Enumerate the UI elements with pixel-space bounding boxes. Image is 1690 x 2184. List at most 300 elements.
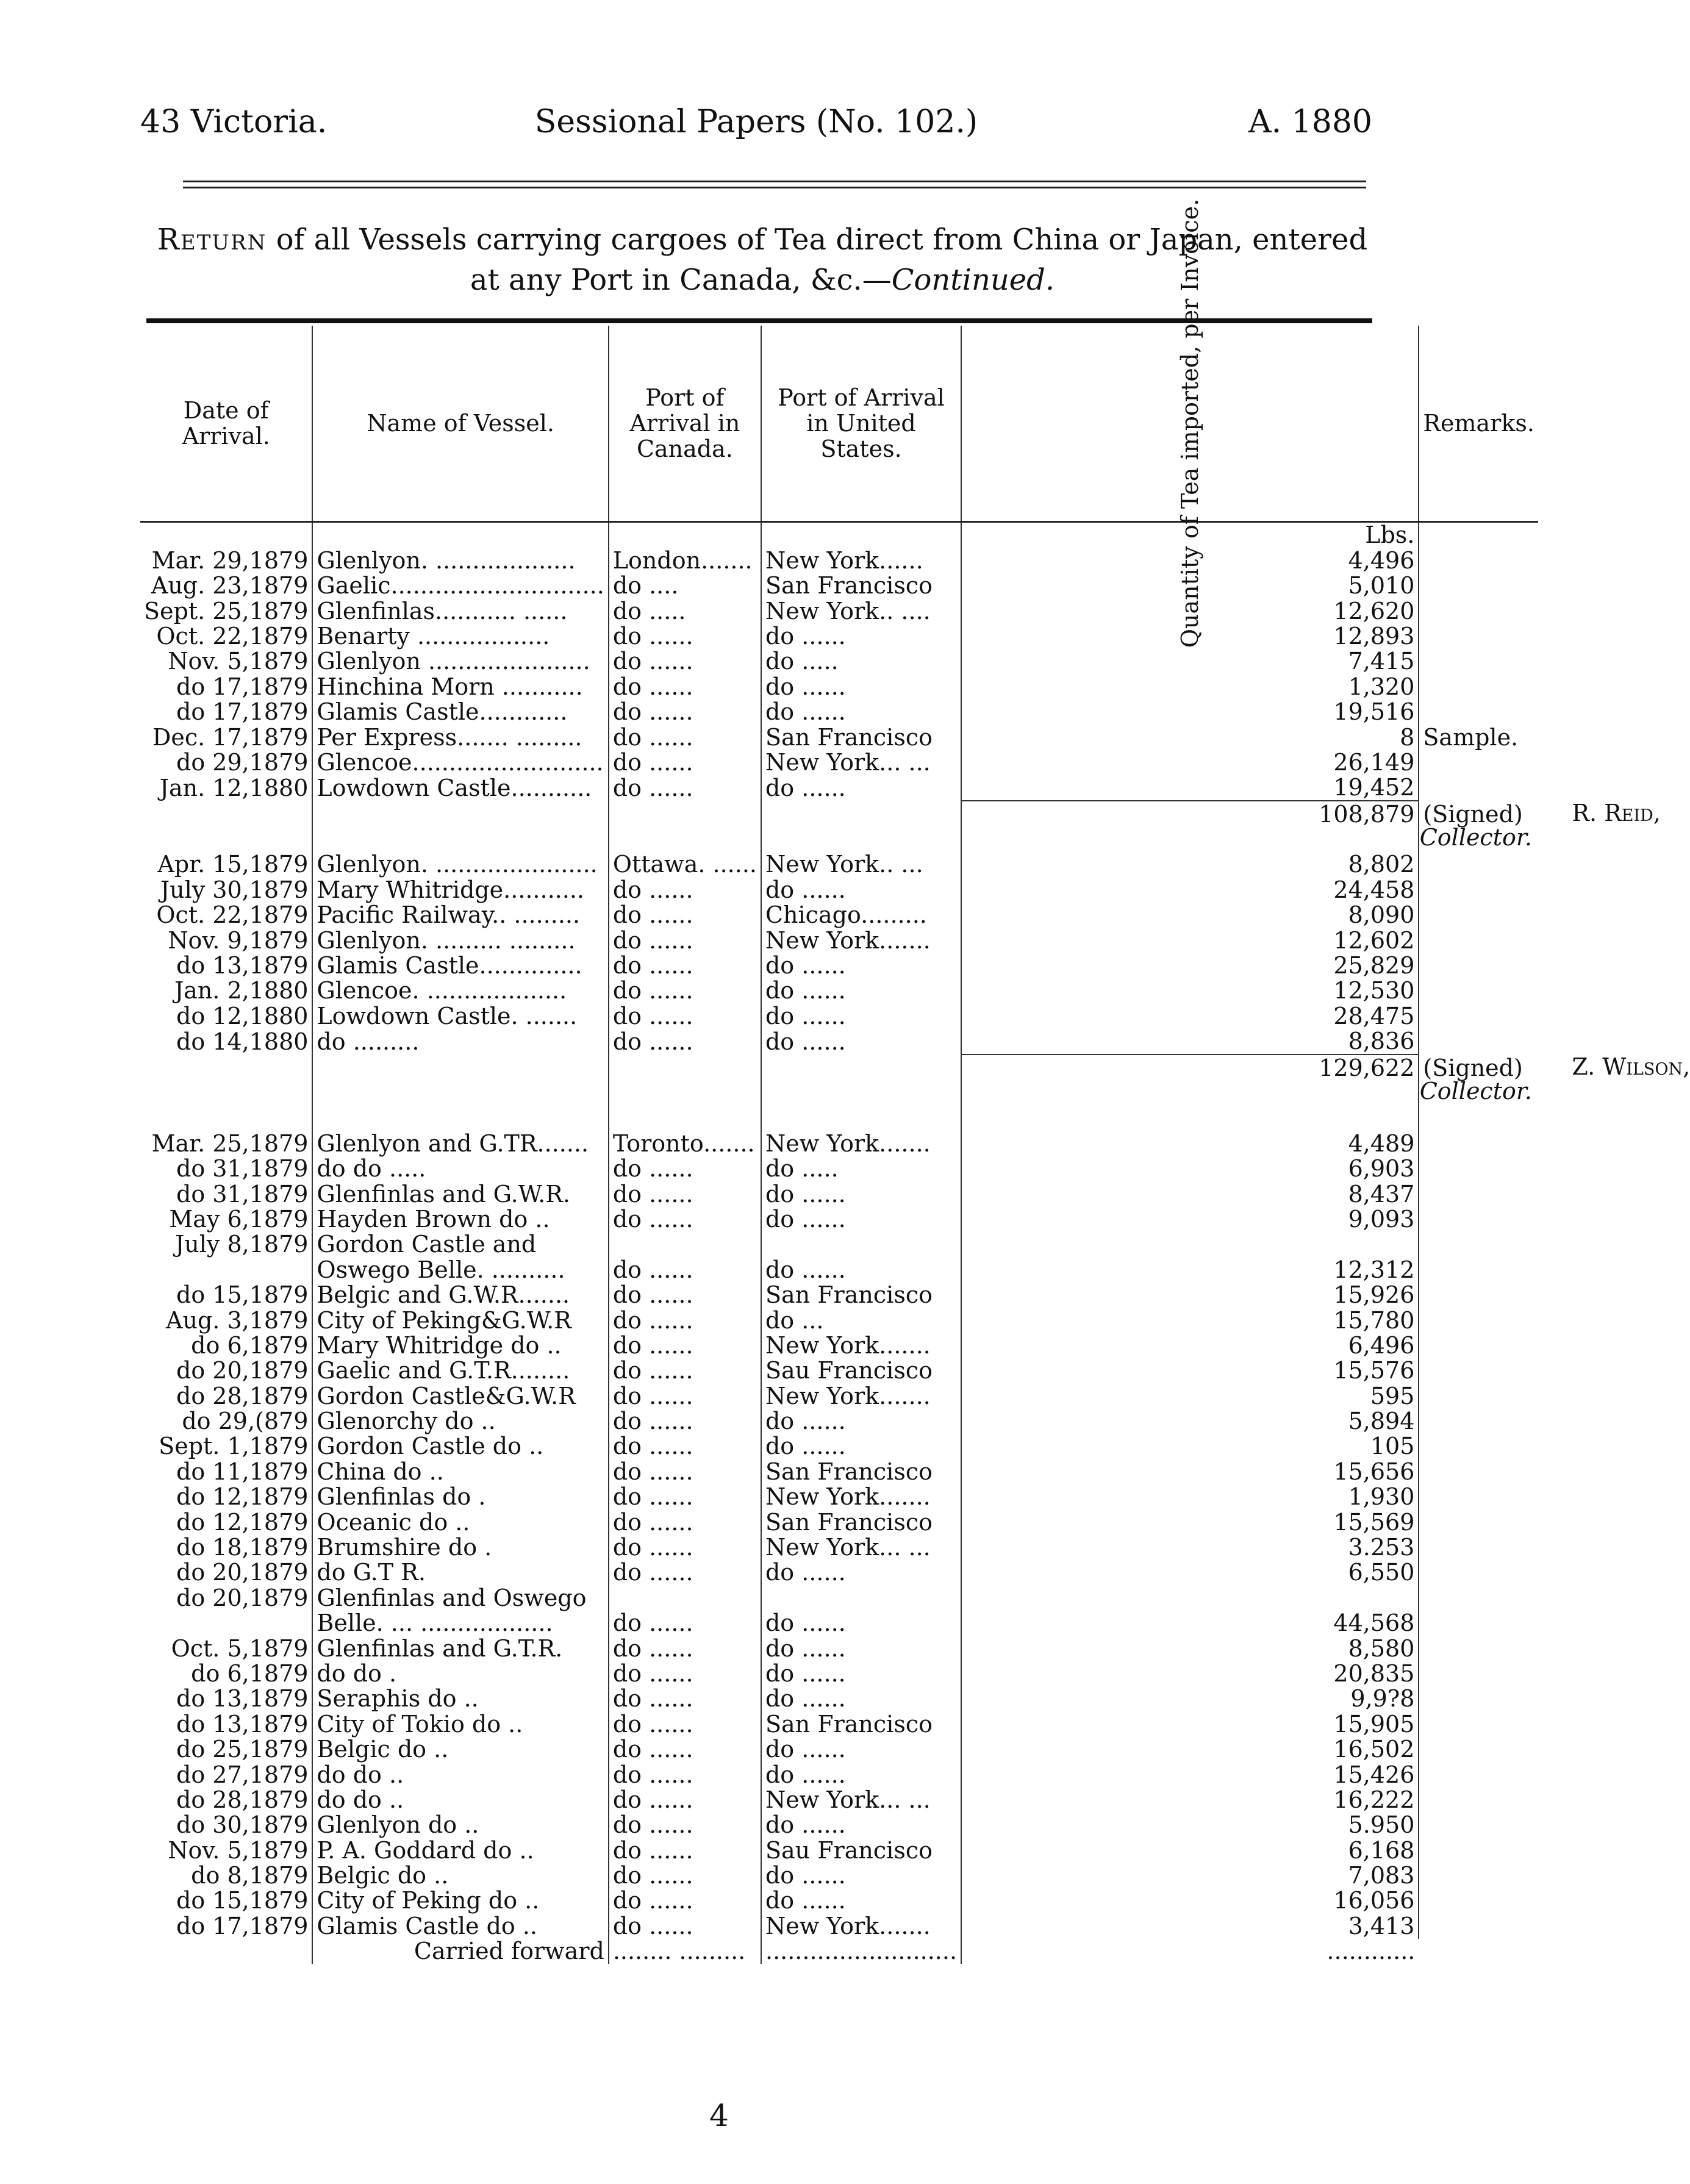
signed-label: (Signed) xyxy=(1423,800,1523,828)
table-row xyxy=(140,1207,1538,1232)
vessel-name: Belgic and G.W.R....... xyxy=(312,1283,608,1308)
table-row xyxy=(140,1913,1538,1938)
tea-quantity: 6,550 xyxy=(961,1560,1419,1585)
col-header-canada: Port of Arrival in Canada. xyxy=(609,326,761,522)
tea-quantity: 4,489 xyxy=(961,1131,1419,1156)
arrival-date: Nov. 9,1879 xyxy=(168,926,309,954)
table-row xyxy=(140,1888,1538,1913)
port-us: San Francisco xyxy=(761,1509,961,1534)
port-canada: do ...... xyxy=(609,1788,761,1813)
table-row xyxy=(140,1813,1538,1838)
remark xyxy=(1419,1029,1538,1054)
tea-quantity: 12,602 xyxy=(961,928,1419,953)
arrival-date: do 15,1879 xyxy=(176,1887,309,1914)
vessel-name: Glencoe. ................... xyxy=(312,978,608,1003)
signature-block xyxy=(1419,800,1661,851)
tea-quantity: 12,530 xyxy=(961,978,1419,1003)
tea-quantity: 15,569 xyxy=(961,1509,1419,1534)
table-row xyxy=(140,1459,1538,1484)
vessel-name: Hinchina Morn ........... xyxy=(312,674,608,699)
port-us: New York....... xyxy=(761,1484,961,1509)
table-row xyxy=(140,700,1538,725)
arrival-date: Oct. 22,1879 xyxy=(156,622,309,650)
arrival-date: July 30,1879 xyxy=(160,876,309,903)
remark xyxy=(1419,750,1538,775)
vessel-name: do do .. xyxy=(312,1762,608,1787)
arrival-date: do 29,(879 xyxy=(182,1408,309,1435)
port-us: New York....... xyxy=(761,1383,961,1408)
port-canada: do ...... xyxy=(609,1308,761,1333)
arrival-date: do 17,1879 xyxy=(176,698,309,726)
port-canada: do ...... xyxy=(609,1434,761,1459)
tea-quantity: 4,496 xyxy=(961,548,1419,573)
tea-quantity: 3.253 xyxy=(961,1535,1419,1560)
arrival-date: do 28,1879 xyxy=(176,1382,309,1409)
signed-label: (Signed) xyxy=(1423,1054,1523,1081)
table-row xyxy=(140,978,1538,1003)
arrival-date: Sept. 1,1879 xyxy=(159,1433,309,1460)
vessel-name: Glenlyon. ................... xyxy=(312,548,608,573)
port-us: do ..... xyxy=(761,1156,961,1181)
vessel-name: Glenfinlas and G.T.R. xyxy=(312,1636,608,1661)
tea-quantity: 15,576 xyxy=(961,1358,1419,1383)
remark xyxy=(1419,1257,1538,1282)
remark xyxy=(1419,1686,1538,1711)
page-number: 4 xyxy=(709,2098,729,2133)
port-us: do ...... xyxy=(761,1409,961,1434)
carried-dots-qty: ............ xyxy=(961,1939,1419,1964)
header-rule-bottom xyxy=(183,187,1366,188)
port-canada: do ...... xyxy=(609,750,761,775)
vessel-name: Gordon Castle do .. xyxy=(312,1434,608,1459)
col-header-date: Date of Arrival. xyxy=(140,326,312,522)
tea-quantity: 105 xyxy=(961,1434,1419,1459)
port-canada: do ...... xyxy=(609,1686,761,1711)
vessel-name: Belgic do .. xyxy=(312,1863,608,1888)
tea-quantity: 8 xyxy=(961,725,1419,750)
table-row xyxy=(140,1484,1538,1509)
port-us: New York....... xyxy=(761,928,961,953)
remark xyxy=(1419,1636,1538,1661)
arrival-date: do 31,1879 xyxy=(176,1155,309,1183)
tea-quantity: 8,580 xyxy=(961,1636,1419,1661)
vessel-name: Glenfinlas and Oswego xyxy=(312,1585,608,1610)
col-header-vessel: Name of Vessel. xyxy=(312,326,608,522)
port-us: San Francisco xyxy=(761,573,961,598)
vessel-name: Glenorchy do .. xyxy=(312,1409,608,1434)
arrival-date: do 13,1879 xyxy=(176,1685,309,1713)
arrival-date: Sept. 25,1879 xyxy=(144,597,309,625)
vessel-name: Lowdown Castle........... xyxy=(312,775,608,801)
table-row xyxy=(140,1181,1538,1206)
port-canada: do ...... xyxy=(609,1913,761,1938)
group-total: 108,879 xyxy=(961,801,1419,826)
table-row xyxy=(140,903,1538,928)
unit-label: Lbs. xyxy=(961,522,1419,548)
table-row xyxy=(140,1737,1538,1762)
port-canada: do ...... xyxy=(609,1711,761,1736)
tea-quantity: 15,905 xyxy=(961,1711,1419,1736)
carried-dots-us: .......................... xyxy=(761,1939,961,1964)
port-canada: do ...... xyxy=(609,1888,761,1913)
tea-quantity xyxy=(961,1585,1419,1610)
port-us: New York...... xyxy=(761,548,961,573)
arrival-date: Oct. 5,1879 xyxy=(171,1634,309,1662)
table-row xyxy=(140,1283,1538,1308)
port-us: do ...... xyxy=(761,1863,961,1888)
port-canada: do ...... xyxy=(609,1207,761,1232)
tea-quantity: 5,894 xyxy=(961,1409,1419,1434)
arrival-date: do 8,1879 xyxy=(191,1862,309,1889)
vessel-name: Mary Whitridge do .. xyxy=(312,1333,608,1358)
port-canada: do ...... xyxy=(609,624,761,649)
tea-quantity: 9,9?8 xyxy=(961,1686,1419,1711)
tea-quantity: 19,452 xyxy=(961,775,1419,801)
vessel-name: P. A. Goddard do .. xyxy=(312,1838,608,1863)
arrival-date: Mar. 29,1879 xyxy=(151,546,309,574)
tea-quantity: 19,516 xyxy=(961,700,1419,725)
arrival-date: do 25,1879 xyxy=(176,1736,309,1763)
table-row xyxy=(140,852,1538,877)
vessel-name: Brumshire do . xyxy=(312,1535,608,1560)
port-canada: do ...... xyxy=(609,978,761,1003)
tea-quantity: 8,090 xyxy=(961,903,1419,928)
collector-name: R. Reid, xyxy=(1572,800,1661,827)
title-line1: of all Vessels carrying cargoes of Tea direct from China or Japan, entered xyxy=(276,223,1368,257)
vessel-name: Seraphis do .. xyxy=(312,1686,608,1711)
col-header-remarks: Remarks. xyxy=(1419,326,1538,522)
port-us: Sau Francisco xyxy=(761,1358,961,1383)
table-row xyxy=(140,1257,1538,1282)
port-us: do ...... xyxy=(761,1888,961,1913)
port-us: New York.. ... xyxy=(761,852,961,877)
title-line2: at any Port in Canada, &c.— xyxy=(470,263,892,297)
arrival-date: do 12,1879 xyxy=(176,1483,309,1511)
remark xyxy=(1419,903,1538,928)
remark xyxy=(1419,928,1538,953)
port-us: New York.. .... xyxy=(761,598,961,623)
tea-quantity: 12,620 xyxy=(961,598,1419,623)
remark xyxy=(1419,877,1538,902)
carried-forward-row xyxy=(140,1939,1538,1964)
vessel-name: Per Express....... ......... xyxy=(312,725,608,750)
remark xyxy=(1419,1308,1538,1333)
tea-quantity: 16,222 xyxy=(961,1788,1419,1813)
remark xyxy=(1419,1207,1538,1232)
remark xyxy=(1419,775,1538,801)
vessel-name: Gaelic............................. xyxy=(312,573,608,598)
vessel-name: Gordon Castle&G.W.R xyxy=(312,1383,608,1408)
remark xyxy=(1419,1383,1538,1408)
port-canada: do ...... xyxy=(609,725,761,750)
remark xyxy=(1419,1003,1538,1028)
vessel-name: Glamis Castle............ xyxy=(312,700,608,725)
remark xyxy=(1419,548,1538,573)
remark xyxy=(1419,978,1538,1003)
port-canada: do ...... xyxy=(609,1029,761,1054)
tea-quantity: 15,656 xyxy=(961,1459,1419,1484)
tea-quantity: 5.950 xyxy=(961,1813,1419,1838)
signature-block xyxy=(1419,1053,1690,1105)
port-canada: do ...... xyxy=(609,1762,761,1787)
tea-quantity: 1,320 xyxy=(961,674,1419,699)
port-us: do ...... xyxy=(761,1737,961,1762)
table-row xyxy=(140,1156,1538,1181)
port-us: do ...... xyxy=(761,775,961,801)
tea-quantity: 24,458 xyxy=(961,877,1419,902)
port-canada: do ...... xyxy=(609,1333,761,1358)
arrival-date: May 6,1879 xyxy=(169,1205,309,1233)
port-canada: do ...... xyxy=(609,1459,761,1484)
port-us: do ...... xyxy=(761,1611,961,1636)
port-canada: do ...... xyxy=(609,903,761,928)
port-canada: do ...... xyxy=(609,1737,761,1762)
vessel-name: Mary Whitridge........... xyxy=(312,877,608,902)
arrival-date: do 28,1879 xyxy=(176,1786,309,1813)
tea-quantity xyxy=(961,1232,1419,1257)
table-row xyxy=(140,1863,1538,1888)
vessel-name: City of Tokio do .. xyxy=(312,1711,608,1736)
col-header-us: Port of Arrival in United States. xyxy=(761,326,961,522)
port-us: New York... ... xyxy=(761,1535,961,1560)
port-us: Sau Francisco xyxy=(761,1838,961,1863)
col-header-quantity: Quantity of Tea imported, per Invoice. xyxy=(961,326,1419,522)
port-canada: do ...... xyxy=(609,877,761,902)
port-us: do ...... xyxy=(761,1257,961,1282)
total-row xyxy=(140,801,1538,826)
arrival-date: do 27,1879 xyxy=(176,1761,309,1788)
tea-quantity: 3,413 xyxy=(961,1913,1419,1938)
port-canada: do ...... xyxy=(609,1156,761,1181)
header-rule-top xyxy=(183,181,1366,182)
port-us: do ...... xyxy=(761,1813,961,1838)
header-right: A. 1880 xyxy=(1248,104,1372,140)
remark xyxy=(1419,1459,1538,1484)
arrival-date: do 6,1879 xyxy=(191,1659,309,1687)
vessel-name: do ......... xyxy=(312,1029,608,1054)
header-left: 43 Victoria. xyxy=(140,104,328,140)
vessel-name: Glamis Castle.............. xyxy=(312,953,608,978)
tea-quantity: 6,168 xyxy=(961,1838,1419,1863)
remark xyxy=(1419,1737,1538,1762)
table-row xyxy=(140,1308,1538,1333)
port-canada: do ...... xyxy=(609,1409,761,1434)
table-row xyxy=(140,1232,1538,1257)
tea-quantity: 28,475 xyxy=(961,1003,1419,1028)
arrival-date: Aug. 23,1879 xyxy=(151,572,309,600)
remark xyxy=(1419,700,1538,725)
arrival-date: do 31,1879 xyxy=(176,1180,309,1208)
port-us: do ...... xyxy=(761,877,961,902)
arrival-date: Jan. 2,1880 xyxy=(174,977,309,1004)
vessel-name: Glenfinlas do . xyxy=(312,1484,608,1509)
table-row xyxy=(140,624,1538,649)
arrival-date: Oct. 22,1879 xyxy=(156,901,309,929)
remark xyxy=(1419,1813,1538,1838)
remark xyxy=(1419,1156,1538,1181)
remark xyxy=(1419,1913,1538,1938)
port-canada: do ...... xyxy=(609,1509,761,1534)
port-canada: do ...... xyxy=(609,1181,761,1206)
port-us: do ..... xyxy=(761,649,961,674)
port-canada: do ..... xyxy=(609,598,761,623)
arrival-date: do 11,1879 xyxy=(176,1458,309,1485)
port-us: do ...... xyxy=(761,1207,961,1232)
vessel-name: Belgic do .. xyxy=(312,1737,608,1762)
tea-quantity: 5,010 xyxy=(961,573,1419,598)
remark xyxy=(1419,1409,1538,1434)
port-us: do ... xyxy=(761,1308,961,1333)
remark xyxy=(1419,1661,1538,1686)
arrival-date: do 6,1879 xyxy=(191,1331,309,1359)
port-canada: do ...... xyxy=(609,1484,761,1509)
tea-quantity: 15,780 xyxy=(961,1308,1419,1333)
spacer-row xyxy=(140,827,1538,852)
arrival-date: do 29,1879 xyxy=(176,748,309,776)
port-canada: do ...... xyxy=(609,1383,761,1408)
table-row xyxy=(140,750,1538,775)
arrival-date: Dec. 17,1879 xyxy=(152,723,309,751)
arrival-date xyxy=(140,1611,312,1636)
vessel-name: Hayden Brown do .. xyxy=(312,1207,608,1232)
arrival-date: do 20,1879 xyxy=(176,1357,309,1384)
arrival-date: do 17,1879 xyxy=(176,1912,309,1939)
tea-quantity: 15,426 xyxy=(961,1762,1419,1787)
carried-forward-label: Carried forward xyxy=(312,1939,608,1964)
vessel-name: Belle. ... .................. xyxy=(312,1611,608,1636)
remark xyxy=(1419,1863,1538,1888)
port-canada: do ...... xyxy=(609,1358,761,1383)
port-canada: do ...... xyxy=(609,1535,761,1560)
table-row xyxy=(140,1535,1538,1560)
arrival-date: do 30,1879 xyxy=(176,1811,309,1839)
port-us: San Francisco xyxy=(761,725,961,750)
remark xyxy=(1419,1611,1538,1636)
port-us: do ...... xyxy=(761,1560,961,1585)
vessel-name: Glenfinlas........... ...... xyxy=(312,598,608,623)
tea-quantity: 9,093 xyxy=(961,1207,1419,1232)
tea-quantity: 6,903 xyxy=(961,1156,1419,1181)
collector-title: Collector. xyxy=(1419,1078,1532,1105)
table-row xyxy=(140,1788,1538,1813)
remark xyxy=(1419,1484,1538,1509)
arrival-date: do 15,1879 xyxy=(176,1281,309,1309)
vessel-name: Glencoe.......................... xyxy=(312,750,608,775)
table-row xyxy=(140,928,1538,953)
port-canada: do ...... xyxy=(609,1813,761,1838)
remark xyxy=(1419,1434,1538,1459)
table-row xyxy=(140,548,1538,573)
table-row xyxy=(140,573,1538,598)
remark xyxy=(1419,1788,1538,1813)
table-row xyxy=(140,953,1538,978)
table-row xyxy=(140,1711,1538,1736)
table-row xyxy=(140,1838,1538,1863)
port-canada: do ...... xyxy=(609,1257,761,1282)
port-us xyxy=(761,1585,961,1610)
arrival-date: do 13,1879 xyxy=(176,952,309,979)
table-row xyxy=(140,649,1538,674)
tea-quantity: 20,835 xyxy=(961,1661,1419,1686)
port-us: New York....... xyxy=(761,1913,961,1938)
port-canada: do ...... xyxy=(609,649,761,674)
port-us: do ...... xyxy=(761,1636,961,1661)
port-canada xyxy=(609,1232,761,1257)
tea-quantity: 8,836 xyxy=(961,1029,1419,1054)
port-canada: do ...... xyxy=(609,1661,761,1686)
port-canada: do ...... xyxy=(609,1611,761,1636)
tea-quantity: 595 xyxy=(961,1383,1419,1408)
table-row xyxy=(140,877,1538,902)
arrival-date: Nov. 5,1879 xyxy=(168,648,309,675)
port-us xyxy=(761,1232,961,1257)
port-us: do ...... xyxy=(761,674,961,699)
vessel-name: Benarty .................. xyxy=(312,624,608,649)
title-lead: Return xyxy=(157,223,267,257)
tea-quantity: 8,802 xyxy=(961,852,1419,877)
running-header xyxy=(140,104,1372,146)
table-row xyxy=(140,1333,1538,1358)
table-row xyxy=(140,1003,1538,1028)
port-us: San Francisco xyxy=(761,1283,961,1308)
tea-quantity: 16,056 xyxy=(961,1888,1419,1913)
arrival-date: Mar. 25,1879 xyxy=(151,1130,309,1157)
remark xyxy=(1419,1181,1538,1206)
table-row xyxy=(140,1434,1538,1459)
port-canada: do ...... xyxy=(609,700,761,725)
remark xyxy=(1419,1560,1538,1585)
tea-quantity: 44,568 xyxy=(961,1611,1419,1636)
table-row xyxy=(140,1131,1538,1156)
vessel-name: Gaelic and G.T.R........ xyxy=(312,1358,608,1383)
port-us: do ...... xyxy=(761,978,961,1003)
table-row xyxy=(140,1611,1538,1636)
arrival-date: do 20,1879 xyxy=(176,1584,309,1611)
port-us: New York....... xyxy=(761,1131,961,1156)
port-canada: do ...... xyxy=(609,1636,761,1661)
table-row xyxy=(140,598,1538,623)
remark xyxy=(1419,1333,1538,1358)
table-row xyxy=(140,1383,1538,1408)
remark xyxy=(1419,1711,1538,1736)
table-header-row xyxy=(140,326,1538,522)
port-us: do ...... xyxy=(761,1661,961,1686)
tea-quantity: 26,149 xyxy=(961,750,1419,775)
port-us: New York... ... xyxy=(761,1788,961,1813)
vessel-name: do do . xyxy=(312,1661,608,1686)
collector-name: Z. Wilson, xyxy=(1572,1053,1690,1081)
port-us: do ...... xyxy=(761,953,961,978)
arrival-date: July 8,1879 xyxy=(175,1231,309,1258)
arrival-date: do 20,1879 xyxy=(176,1559,309,1586)
vessel-name: Glenlyon and G.TR....... xyxy=(312,1131,608,1156)
remark xyxy=(1419,1358,1538,1383)
arrival-date: do 12,1879 xyxy=(176,1508,309,1536)
arrival-date: do 17,1879 xyxy=(176,673,309,700)
remark xyxy=(1419,624,1538,649)
port-canada: do ...... xyxy=(609,1283,761,1308)
port-canada: do ...... xyxy=(609,674,761,699)
arrival-date: do 12,1880 xyxy=(176,1002,309,1029)
port-us: Chicago......... xyxy=(761,903,961,928)
table-row xyxy=(140,1585,1538,1610)
table-row xyxy=(140,775,1538,801)
vessel-name: do do .. xyxy=(312,1788,608,1813)
remark xyxy=(1419,1838,1538,1863)
remark xyxy=(1419,1762,1538,1787)
vessel-name: Glamis Castle do .. xyxy=(312,1913,608,1938)
tea-quantity: 12,893 xyxy=(961,624,1419,649)
